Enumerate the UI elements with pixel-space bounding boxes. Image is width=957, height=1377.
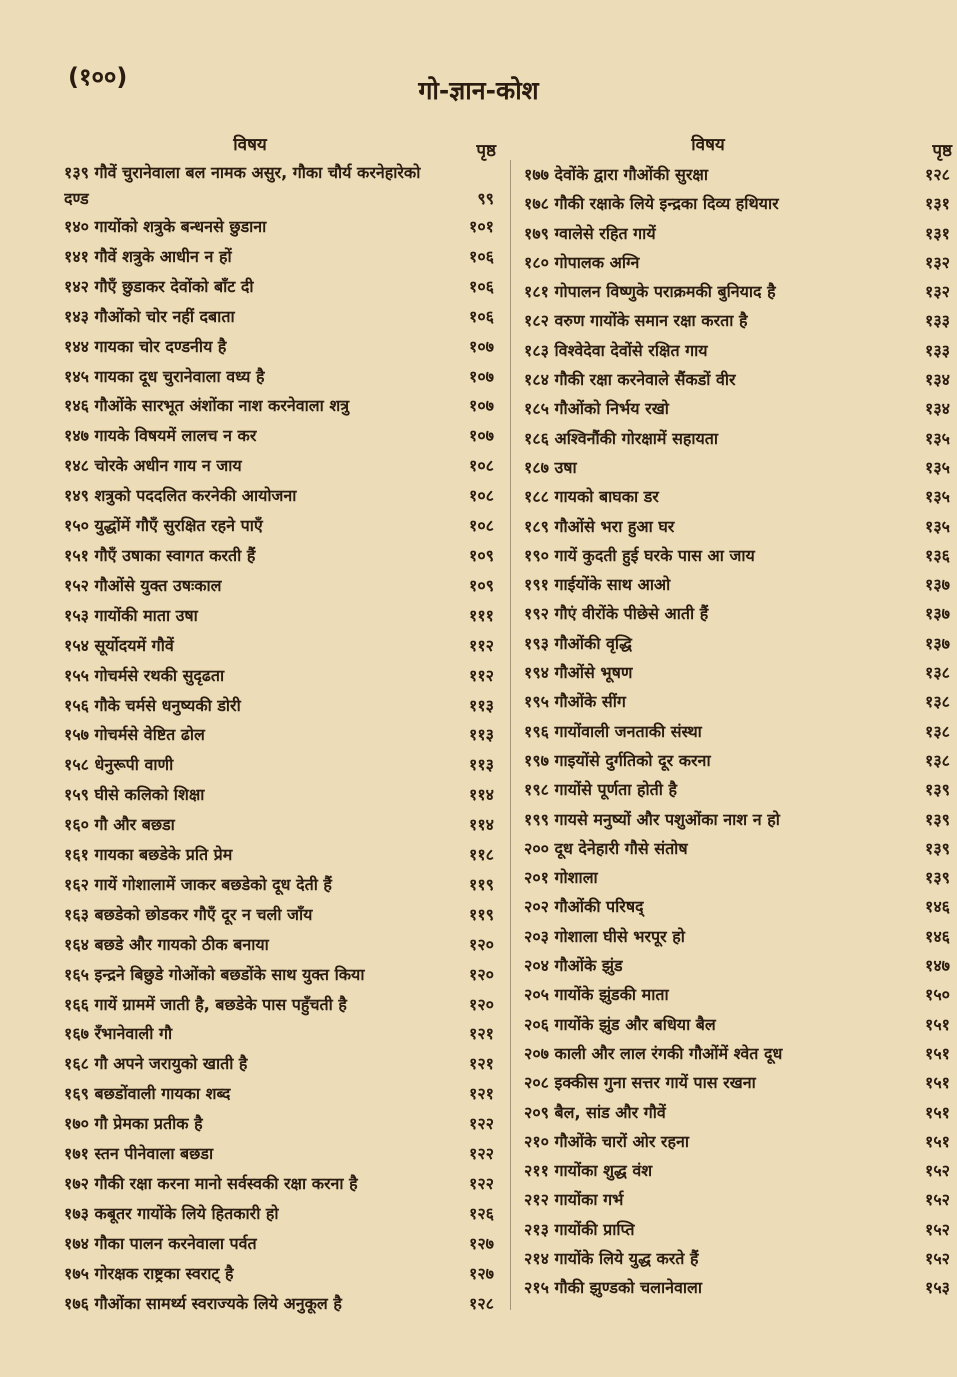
entry-page-number: १०९	[469, 575, 494, 595]
index-entry	[524, 1068, 952, 1097]
entry-title: १६० गौ और बछडा	[64, 815, 175, 835]
index-entry	[524, 834, 952, 863]
entry-title: १४३ गौओंको चोर नहीं दबाता	[64, 306, 235, 326]
entry-page-number: १०६	[469, 246, 494, 266]
entry-title: १६६ गायें ग्राममें जाती है, बछडेके पास पहुँचती है	[64, 994, 347, 1014]
entry-title: १७६ गौओंका सामर्थ्य स्वराज्यके लिये अनुकूल है	[64, 1293, 342, 1313]
entry-title: २१४ गायोंके लिये युद्ध करते हैं	[524, 1248, 699, 1268]
entry-title: १९९ गायसे मनुष्यों और पशुओंका नाश न हो	[524, 809, 780, 829]
index-entry	[64, 780, 496, 810]
entry-page-number: ११३	[469, 755, 494, 775]
entry-title: १६९ बछडोंवाली गायका शब्द	[64, 1084, 231, 1104]
index-entry	[64, 840, 496, 870]
entry-page-number: १२२	[469, 1174, 494, 1193]
entry-title: १९२ गौएं वीरोंके पीछेसे आती हैं	[524, 604, 709, 624]
entry-page-number: ११२	[469, 635, 494, 655]
entry-title: १४९ शत्रुको पददलित करनेकी आयोजना	[64, 486, 297, 506]
entry-page-number: १५१	[925, 1014, 950, 1034]
index-entry	[524, 892, 952, 921]
entry-title: २०५ गायोंके झुंडकी माता	[524, 985, 669, 1005]
running-title: गो-ज्ञान-कोश	[418, 76, 539, 105]
index-entry	[524, 160, 952, 189]
entry-list-right	[524, 160, 952, 1303]
entry-page-number: १५२	[925, 1248, 950, 1268]
entry-title: १८४ गौकी रक्षा करनेवाले सैंकडों वीर	[524, 370, 736, 390]
index-entry	[64, 1289, 496, 1319]
entry-page-number: १५२	[925, 1161, 950, 1181]
entry-title: १८२ वरुण गायोंके समान रक्षा करता है	[524, 311, 748, 331]
index-entry	[64, 242, 496, 272]
entry-page-number: १३७	[925, 575, 950, 595]
entry-page-number: १३४	[925, 399, 950, 419]
entry-page-number: १३५	[925, 457, 950, 477]
index-entry	[524, 629, 952, 658]
entry-title: १७४ गौका पालन करनेवाला पर्वत	[64, 1233, 257, 1253]
entry-page-number: ११४	[469, 785, 494, 805]
entry-page-number: १५३	[925, 1278, 950, 1298]
entry-title: १४४ गायका चोर दण्डनीय है	[64, 336, 227, 356]
entry-title: १५७ गोचर्मसे वेष्टित ढोल	[64, 725, 205, 745]
entry-title: १६३ बछडेको छोडकर गौएँ दूर न चली जाँय	[64, 904, 313, 924]
entry-page-number: १३९	[925, 838, 950, 858]
entry-title: १५५ गोचर्मसे रथकी सुदृढता	[64, 665, 225, 685]
entry-title: २०० दूध देनेहारी गौसे संतोष	[524, 838, 688, 858]
index-entry	[64, 601, 496, 631]
entry-page-number: १२२	[469, 1144, 494, 1164]
entry-page-number: १३८	[925, 721, 950, 741]
index-entry	[524, 922, 952, 951]
column-divider	[510, 160, 511, 1310]
index-entry	[64, 362, 496, 392]
entry-title: १७३ कबूतर गायोंके लिये हितकारी हो	[64, 1203, 279, 1223]
column-header-right	[524, 132, 952, 160]
index-entry	[524, 424, 952, 453]
entry-title: १८५ गौओंको निर्भय रखो	[524, 399, 669, 419]
entry-title: १८८ गायको बाघका डर	[524, 487, 659, 507]
entry-page-number: १०६	[469, 306, 494, 326]
index-entry	[524, 541, 952, 570]
column-header-left	[64, 132, 496, 160]
index-entry	[524, 1098, 952, 1127]
index-entry	[64, 930, 496, 960]
entry-title: १५३ गायोंकी माता उषा	[64, 605, 198, 625]
entry-title: १६८ गौ अपने जरायुको खाती है	[64, 1054, 248, 1074]
index-entry	[64, 160, 496, 212]
index-entry	[64, 750, 496, 780]
entry-title: १७८ गौकी रक्षाके लिये इन्द्रका दिव्य हथियार	[524, 194, 779, 214]
entry-page-number: १०७	[469, 336, 494, 356]
entry-page-number: १३९	[925, 809, 950, 829]
subject-header: विषय	[233, 135, 267, 155]
entry-title: १३९ गौवें चुरानेवाला बल नामक असुर, गौका चौर्य करनेहारेको दण्ड	[64, 163, 421, 208]
entry-page-number: १२२	[469, 1114, 494, 1134]
index-entry	[64, 1259, 496, 1289]
entry-page-number: १५१	[925, 1073, 950, 1093]
index-entry	[524, 1127, 952, 1156]
entry-page-number: १३५	[925, 516, 950, 536]
entry-page-number: १३९	[925, 780, 950, 800]
entry-title: १९३ गौओंकी वृद्धि	[524, 633, 632, 653]
entry-page-number: १०९	[469, 545, 494, 565]
index-entry	[524, 570, 952, 599]
index-entry	[524, 1244, 952, 1273]
subject-header: विषय	[691, 135, 725, 155]
entry-page-number: १४६	[925, 926, 950, 946]
entry-title: १४१ गौवें शत्रुके आधीन न हों	[64, 246, 232, 266]
index-entry	[64, 960, 496, 990]
index-entry	[524, 219, 952, 248]
entry-title: १८७ उषा	[524, 457, 577, 477]
entry-title: १६२ गायें गोशालामें जाकर बछडेको दूध देती हैं	[64, 874, 332, 894]
entry-title: १९५ गौओंके सींग	[524, 692, 626, 712]
entry-page-number: १३५	[925, 428, 950, 448]
entry-title: १७७ देवोंके द्वारा गौओंकी सुरक्षा	[524, 165, 709, 184]
index-entry	[524, 746, 952, 775]
index-entry	[524, 775, 952, 804]
entry-page-number: १५१	[925, 1131, 950, 1151]
entry-page-number: १३९	[925, 868, 950, 888]
index-entry	[64, 1049, 496, 1079]
index-entry	[524, 599, 952, 628]
entry-title: १९७ गाइयोंसे दुर्गतिको दूर करना	[524, 750, 711, 770]
index-entry	[524, 687, 952, 716]
entry-title: १९६ गायोंवाली जनताकी संस्था	[524, 721, 702, 741]
entry-title: २१२ गायोंका गर्भ	[524, 1190, 624, 1210]
entry-page-number: १५१	[925, 1102, 950, 1122]
entry-title: १८९ गौओंसे भरा हुआ घर	[524, 516, 675, 536]
index-entry	[524, 717, 952, 746]
entry-title: २१० गौओंके चारों ओर रहना	[524, 1131, 690, 1151]
entry-page-number: १५०	[925, 985, 950, 1005]
entry-page-number: १५१	[925, 1043, 950, 1063]
entry-page-number: ११३	[469, 695, 494, 715]
entry-title: २०८ इक्कीस गुना सत्तर गायें पास रखना	[524, 1073, 756, 1093]
index-entry	[64, 541, 496, 571]
index-entry	[64, 272, 496, 302]
entry-title: १५४ सूर्योदयमें गौवें	[64, 635, 174, 655]
entry-page-number: १०१	[469, 217, 494, 236]
index-entry	[64, 391, 496, 421]
index-entry	[524, 512, 952, 541]
index-entry	[64, 900, 496, 930]
entry-title: १८१ गोपालन विष्णुके पराक्रमकी बुनियाद है	[524, 282, 776, 302]
entry-page-number: १५२	[925, 1219, 950, 1239]
index-entry	[64, 720, 496, 750]
entry-title: १८० गोपालक अग्नि	[524, 252, 640, 272]
index-column-left	[64, 132, 496, 1319]
entry-page-number: १३८	[925, 663, 950, 683]
index-entry	[524, 863, 952, 892]
index-entry	[64, 810, 496, 840]
entry-title: २०६ गायोंके झुंड और बधिया बैल	[524, 1014, 716, 1034]
index-entry	[524, 1156, 952, 1185]
entry-page-number: १३२	[925, 282, 950, 302]
entry-title: १५६ गौके चर्मसे धनुष्यकी डोरी	[64, 695, 241, 715]
entry-title: १४७ गायके विषयमें लालच न कर	[64, 426, 257, 446]
index-column-right	[524, 132, 952, 1303]
index-entry	[64, 1229, 496, 1259]
index-entry	[524, 951, 952, 980]
index-entry	[524, 394, 952, 423]
index-entry	[64, 451, 496, 481]
entry-page-number: १३८	[925, 750, 950, 770]
index-entry	[64, 421, 496, 451]
entry-title: १९१ गाईयोंके साथ आओ	[524, 575, 671, 595]
entry-title: २१३ गायोंकी प्राप्ति	[524, 1219, 635, 1239]
entry-page-number: १३२	[925, 252, 950, 272]
entry-page-number: १३६	[925, 545, 950, 565]
entry-title: १५२ गौओंसे युक्त उषःकाल	[64, 575, 222, 595]
entry-title: १६१ गायका बछडेके प्रति प्रेम	[64, 845, 233, 865]
entry-page-number: १२७	[469, 1233, 494, 1253]
index-entry	[524, 277, 952, 306]
index-entry	[64, 1109, 496, 1139]
entry-page-number: ११९	[469, 904, 494, 924]
entry-page-number: १४७	[925, 956, 950, 976]
index-entry	[524, 189, 952, 218]
index-entry	[64, 1169, 496, 1199]
entry-page-number: १३४	[925, 370, 950, 390]
index-entry	[524, 1185, 952, 1214]
index-entry	[524, 1010, 952, 1039]
page-header: पृष्ठ	[476, 141, 496, 161]
entry-title: १७९ ग्वालेसे रहित गायें	[524, 223, 656, 243]
entry-page-number: १११	[469, 605, 494, 625]
index-entry	[64, 332, 496, 362]
index-entry	[524, 1039, 952, 1068]
entry-page-number: १३७	[925, 633, 950, 653]
index-entry	[524, 658, 952, 687]
entry-page-number: १२०	[469, 994, 494, 1014]
entry-title: १४० गायोंको शत्रुके बन्धनसे छुडाना	[64, 217, 267, 236]
entry-page-number: १२७	[469, 1263, 494, 1283]
entry-title: १९८ गायोंसे पूर्णता होती है	[524, 780, 677, 800]
entry-page-number: १३८	[925, 692, 950, 712]
entry-page-number: १३१	[925, 194, 950, 214]
index-entry	[64, 302, 496, 332]
entry-page-number: १२१	[469, 1054, 494, 1074]
index-entry	[64, 870, 496, 900]
entry-page-number: १२१	[469, 1084, 494, 1104]
entry-page-number: ११२	[469, 665, 494, 685]
page-number: (१००)	[68, 63, 128, 91]
entry-title: १८६ अश्विनौंकी गोरक्षामें सहायता	[524, 428, 719, 448]
index-entry	[64, 691, 496, 721]
index-entry	[64, 990, 496, 1020]
entry-title: १८३ विश्वेदेवा देवोंसे रक्षित गाय	[524, 340, 708, 360]
entry-page-number: १०८	[469, 486, 494, 506]
entry-page-number: १०७	[469, 396, 494, 416]
entry-title: २११ गायोंका शुद्ध वंश	[524, 1161, 653, 1181]
entry-page-number: १३३	[925, 340, 950, 360]
index-entry	[64, 1139, 496, 1169]
entry-title: १५१ गौएँ उषाका स्वागत करती हैं	[64, 545, 256, 565]
index-entry	[64, 1019, 496, 1049]
entry-title: १९४ गौओंसे भूषण	[524, 663, 633, 683]
index-entry	[64, 1199, 496, 1229]
entry-page-number: ११८	[469, 845, 494, 865]
index-entry	[524, 453, 952, 482]
entry-title: १५० युद्धोंमें गौएँ सुरक्षित रहने पाएँ	[64, 516, 263, 536]
index-entry	[64, 661, 496, 691]
entry-title: १४८ चोरके अधीन गाय न जाय	[64, 456, 242, 476]
entry-page-number: ११४	[469, 815, 494, 835]
entry-title: १७१ स्तन पीनेवाला बछडा	[64, 1144, 214, 1164]
entry-page-number: १३१	[925, 223, 950, 243]
index-entry	[524, 1215, 952, 1244]
entry-title: २०३ गोशाला घीसे भरपूर हो	[524, 926, 685, 946]
entry-title: १९० गायें कुदती हुई घरके पास आ जाय	[524, 545, 755, 565]
entry-title: १७० गौ प्रेमका प्रतीक है	[64, 1114, 203, 1134]
entry-title: १७५ गोरक्षक राष्ट्रका स्वराट् है	[64, 1263, 234, 1283]
index-entry	[524, 306, 952, 335]
entry-title: १४२ गौएँ छुडाकर देवोंको बाँट दी	[64, 276, 254, 296]
index-entry	[524, 365, 952, 394]
entry-page-number: ९९	[477, 189, 494, 208]
entry-page-number: १०८	[469, 456, 494, 476]
entry-title: २०२ गौओंकी परिषद्	[524, 897, 644, 917]
entry-page-number: १३३	[925, 311, 950, 331]
entry-page-number: ११९	[469, 874, 494, 894]
entry-page-number: १२८	[925, 165, 950, 184]
entry-title: १५८ धेनुरूपी वाणी	[64, 755, 174, 775]
index-entry	[524, 248, 952, 277]
entry-title: २०९ बैल, सांड और गौवें	[524, 1102, 666, 1122]
page-header: पृष्ठ	[932, 141, 952, 161]
entry-title: २१५ गौकी झुण्डको चलानेवाला	[524, 1278, 703, 1298]
entry-title: १६७ रँभानेवाली गौ	[64, 1024, 173, 1044]
entry-title: १७२ गौकी रक्षा करना मानो सर्वस्वकी रक्षा करना है	[64, 1174, 358, 1193]
entry-page-number: १२१	[469, 1024, 494, 1044]
entry-title: १६४ बछडे और गायको ठीक बनाया	[64, 934, 269, 954]
entry-page-number: १०८	[469, 516, 494, 536]
entry-page-number: १०७	[469, 426, 494, 446]
entry-title: १५९ घीसे कलिको शिक्षा	[64, 785, 205, 805]
entry-page-number: १२८	[469, 1293, 494, 1313]
entry-title: २०४ गौओंके झुंड	[524, 956, 623, 976]
index-entry	[64, 1079, 496, 1109]
entry-page-number: १२६	[469, 1203, 494, 1223]
entry-list-left	[64, 160, 496, 1319]
index-entry	[524, 1273, 952, 1302]
entry-page-number: १०७	[469, 366, 494, 386]
entry-title: १४६ गौओंके सारभूत अंशोंका नाश करनेवाला शत्रु	[64, 396, 350, 416]
index-entry	[64, 212, 496, 242]
index-entry	[64, 571, 496, 601]
index-entry	[64, 631, 496, 661]
entry-page-number: १३७	[925, 604, 950, 624]
index-entry	[524, 336, 952, 365]
entry-title: २०७ काली और लाल रंगकी गौओंमें श्वेत दूध	[524, 1043, 783, 1063]
index-entry	[524, 980, 952, 1009]
entry-page-number: १०६	[469, 276, 494, 296]
index-entry	[64, 511, 496, 541]
entry-page-number: १४६	[925, 897, 950, 917]
entry-page-number: १२०	[469, 934, 494, 954]
entry-page-number: १५२	[925, 1190, 950, 1210]
entry-title: १६५ इन्द्रने बिछुडे गोओंको बछडोंके साथ युक्त किया	[64, 964, 365, 984]
entry-page-number: ११३	[469, 725, 494, 745]
index-entry	[524, 805, 952, 834]
entry-title: २०१ गोशाला	[524, 868, 598, 888]
index-entry	[64, 481, 496, 511]
index-entry	[524, 482, 952, 511]
entry-page-number: १२०	[469, 964, 494, 984]
entry-page-number: १३५	[925, 487, 950, 507]
entry-title: १४५ गायका दूध चुरानेवाला वध्य है	[64, 366, 265, 386]
